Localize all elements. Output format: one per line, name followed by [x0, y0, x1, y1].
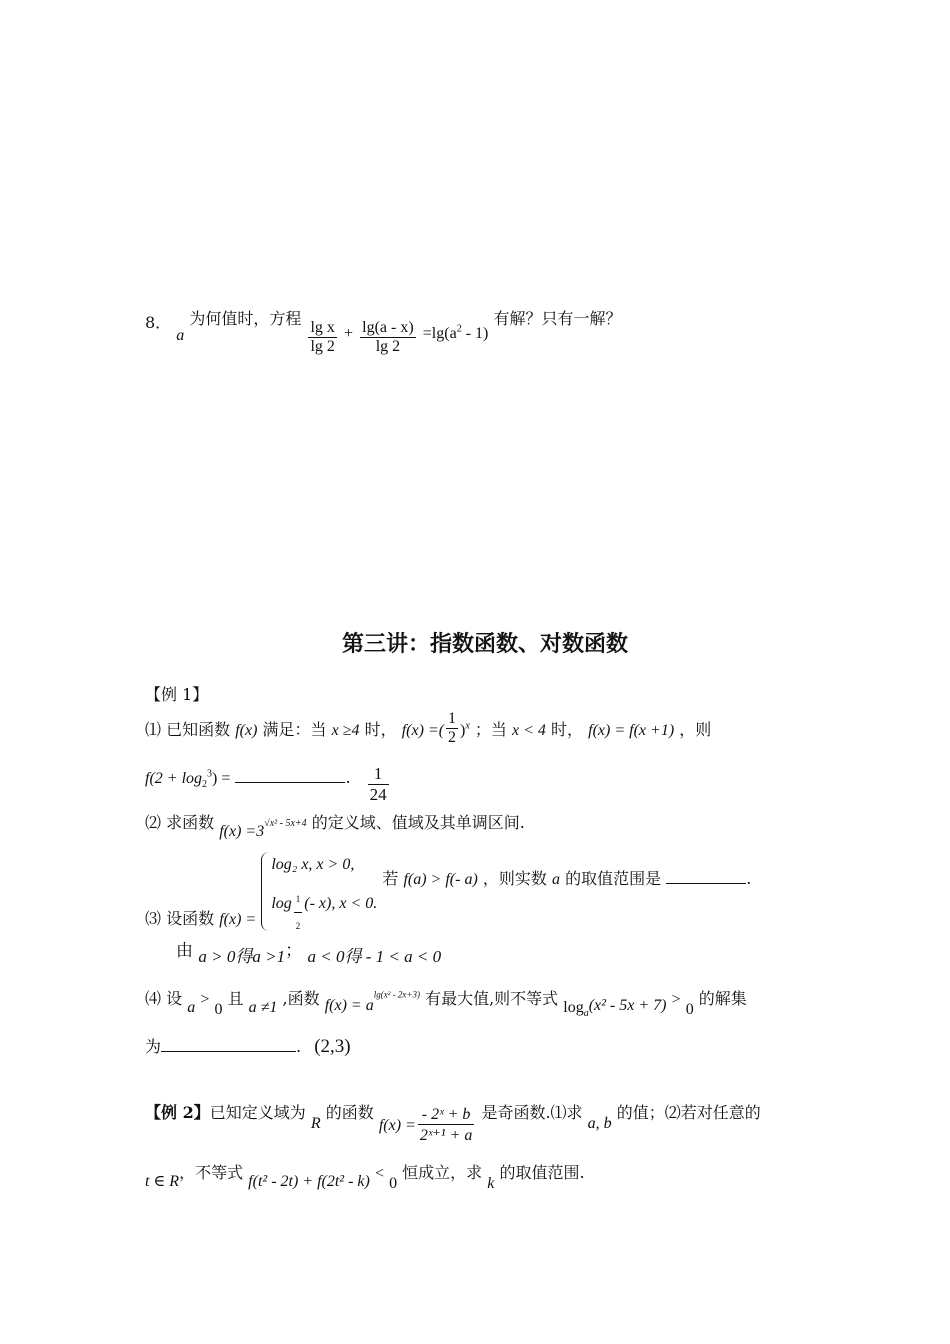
example-2-label: 【例 2】: [145, 1103, 210, 1122]
example-2: 【例 2】已知定义域为 R 的函数 f(x) = $\frac{\text{- 2ˣ + b}}{\text{2ˣ⁺¹ + a}}$ 是奇函数.⑴求 a, b 的值；⑵若对任意的: [145, 1103, 761, 1144]
lecture-title: 第三讲：指数函数、对数函数: [342, 632, 629, 657]
answer-blank[interactable]: [235, 768, 345, 783]
answer-blank[interactable]: [666, 869, 746, 884]
example-1-part-3-answer: 由 a > 0得a >1； a < 0得 - 1 < a < 0: [176, 941, 442, 966]
answer-interval: (2,3): [314, 1036, 351, 1057]
answer-blank[interactable]: [161, 1037, 296, 1052]
rhs-expression: $=\lg(a^2 - 1)$: [422, 323, 489, 342]
fraction-odd-function: $\frac{\text{- 2ˣ + b}}{\text{2ˣ⁺¹ + a}}$: [419, 1106, 473, 1144]
question-8: 8． a 为何值时，方程 $\frac{\text{lg x}}{\lg 2}$ + $\frac{\lg(a - x)}{\lg 2}$ $=\lg(a^2 - 1)$ 有解？只有一解？: [145, 309, 622, 355]
fraction-lgx-lg2: $\frac{\text{lg x}}{\lg 2}$: [310, 319, 335, 355]
question-number: 8．: [145, 313, 172, 332]
example-1-part-1: ⑴ 已知函数 f(x) 满足：当 x ≥4 时， f(x) =( $\frac{1}{2}$ )$^x$ ；当 x < 4 时， f(x) = f(x +1) ，则: [145, 710, 712, 746]
example-1-part-4-line-2: 为 . (2,3): [145, 1036, 351, 1057]
piecewise-definition: log₂ x, x > 0, log $\frac{1}{2}$ (- x), x < 0.: [261, 852, 377, 931]
subscript-one-half: $\frac{1}{2}$: [294, 886, 303, 939]
question-text-end: 有解？只有一解？: [493, 309, 622, 328]
example-2-line-2: t ∈ R，不等式 f(t² - 2t) + f(2t² - k) < 0 恒成立，求 k 的取值范围.: [145, 1163, 585, 1192]
answer-fraction: $\frac{1}{24}$: [369, 764, 387, 804]
variable-a: a: [176, 327, 185, 344]
question-text: 为何值时，方程: [189, 309, 302, 328]
example-1-part-1-line-2: $f(2 + \log_2^3)$ = . $\frac{1}{24}$: [145, 764, 387, 804]
example-1-part-4: ⑷ 设 a > 0 且 a ≠1 ,函数 $f(x) = a^{lg(x^2 - 2x+3)}$ 有最大值,则不等式 $\log_a(x^2 - 5x + 7) > 0$ 的解集: [145, 989, 747, 1020]
example-1-label: 【例 1】: [145, 685, 209, 704]
fraction-one-half: $\frac{1}{2}$: [448, 710, 457, 746]
left-brace: [261, 852, 269, 931]
example-1-part-3: ⑶ 设函数 f(x) = log₂ x, x > 0, log $\frac{1}{2}$ (- x), x < 0. 若 f(a) > f(- a) ，则实数 a 的取值范围是 .: [145, 852, 751, 928]
fraction-lg-a-minus-x: $\frac{\lg(a - x)}{\lg 2}$: [362, 319, 414, 355]
example-1-part-2: ⑵ 求函数 $f(x) =3^{√x^2 - 5x+4}$ 的定义域、值域及其单调区间.: [145, 813, 525, 840]
